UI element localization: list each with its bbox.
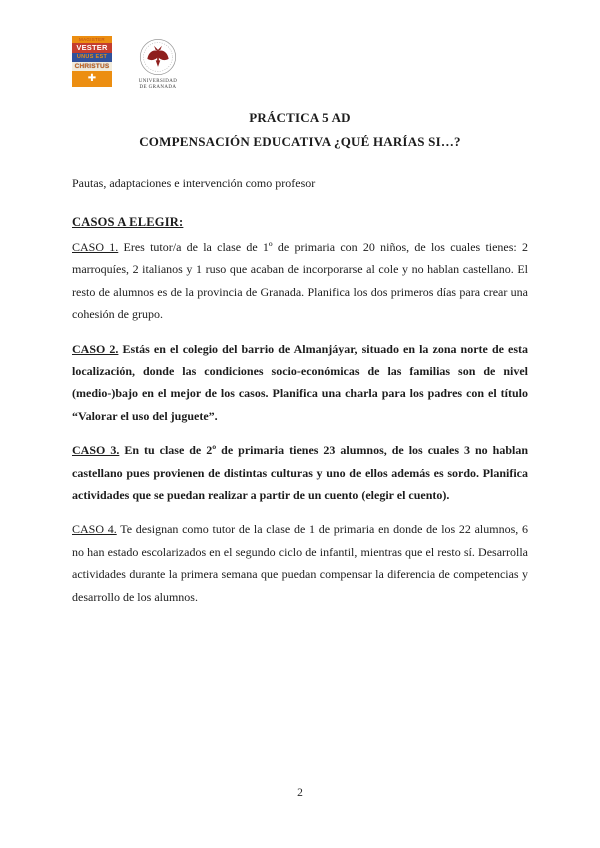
section-heading: CASOS A ELEGIR:: [72, 215, 184, 229]
motto-line-vester: VESTER: [72, 43, 112, 53]
case-text-3: En tu clase de 2º de primaria tienes 23 alumnos, de los cuales 3 no hablan castellano pues provienen de distintas culturas y uno de ellos además es sordo. Planifica actividades que se puedan realizar a partir de un cuento (elegir el cuento).: [72, 443, 529, 503]
motto-line-unus-est: UNUS EST: [72, 53, 112, 62]
motto-logo: [72, 36, 112, 87]
double-headed-eagle-icon: [139, 38, 177, 76]
seal-caption-line1: UNIVERSIDAD: [138, 79, 178, 84]
page-title: PRÁCTICA 5 AD: [249, 110, 351, 125]
page-subtitle: COMPENSACIÓN EDUCATIVA ¿QUÉ HARÍAS SI…?: [139, 134, 461, 149]
university-seal: [138, 38, 178, 91]
case-label-4: CASO 4.: [72, 522, 117, 537]
case-paragraph-3: [72, 439, 528, 506]
motto-line-christus: CHRISTUS: [72, 62, 112, 71]
case-label-3: CASO 3.: [72, 443, 120, 458]
case-text-4: Te designan como tutor de la clase de 1 de primaria en donde de los 22 alumnos, 6 no han estado escolarizados en el segundo ciclo de infantil, mientras que el resto sí. Desarrolla actividades durante la primera semana que puedan compensar la diferencia de competencias y desarrollo de los alumnos.: [72, 522, 528, 604]
case-text-2: Estás en el colegio del barrio de Almanjáyar, situado en la zona norte de esta localización, donde las condiciones socio-económicas de las familias son de nivel (medio-)bajo en el mejor de los casos. Planifica una charla para los padres con el título “Valorar el uso del juguete”.: [72, 341, 529, 423]
case-paragraph-1: [72, 236, 528, 326]
cross-icon: ✚: [72, 71, 112, 87]
case-text-1: Eres tutor/a de la clase de 1º de primaria con 20 niños, de los cuales tienes: 2 marroquíes, 2 italianos y 1 ruso que acaban de incorporarse al cole y no hablan castellano. El resto de alumnos es de la provincia de Granada. Planifica los dos primeros días para crear una cohesión de grupo.: [72, 240, 529, 322]
case-label-2: CASO 2.: [72, 341, 119, 356]
intro-text: Pautas, adaptaciones e intervención como profesor: [72, 176, 316, 190]
page-number: 2: [297, 787, 303, 799]
case-label-1: CASO 1.: [72, 240, 119, 254]
case-paragraph-2: [72, 338, 528, 428]
seal-caption-line2: DE GRANADA: [139, 85, 177, 90]
document-content: [72, 106, 528, 608]
case-paragraph-4: [72, 518, 528, 608]
motto-line-magister: MAGISTER: [72, 36, 112, 43]
